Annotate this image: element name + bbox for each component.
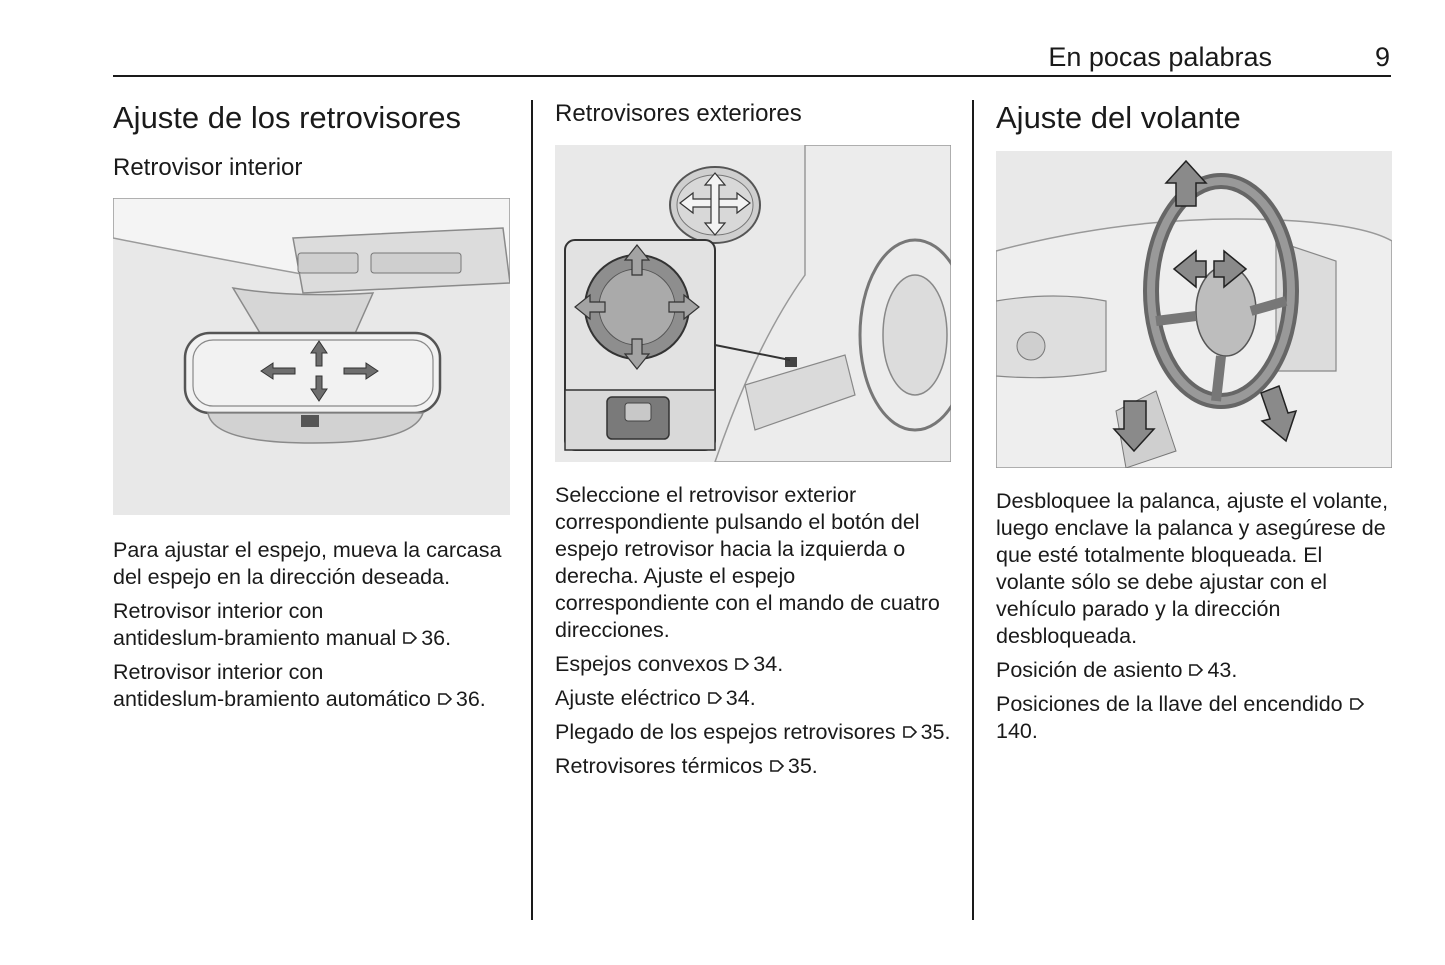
paragraph-heated-mirrors: Retrovisores térmicos 35. [555, 754, 818, 778]
cross-reference[interactable]: 35. [902, 720, 951, 744]
cross-reference[interactable]: 43. [1188, 658, 1237, 682]
column-steering-wheel [996, 96, 1394, 752]
interior-mirror-illustration [113, 198, 510, 515]
header-title: En pocas palabras [1048, 42, 1272, 72]
paragraph-select-mirror: Seleccione el retrovisor exterior correspondiente pulsando el botón del espejo retrovisor hacia la izquierda o derecha. Ajuste el espejo correspondiente con el mando de cuatro direcciones. [555, 483, 940, 642]
paragraph-unlock-lever: Desbloquee la palanca, ajuste el volante, luego enclave la palanca y asegúrese de que esté totalmente bloqueada. El volante sólo se debe ajustar con el vehículo parado y la dirección desbloqueada. [996, 489, 1389, 648]
cross-reference-icon [769, 758, 785, 774]
section-title: Ajuste de los retrovisores [113, 100, 462, 135]
cross-reference-icon [402, 630, 418, 646]
paragraph-adjust-mirror: Para ajustar el espejo, mueva la carcasa del espejo en la dirección deseada. [113, 538, 502, 589]
cross-reference[interactable]: 36. [402, 626, 451, 650]
paragraph-ignition-positions: Posiciones de la llave del encendido 140. [996, 691, 1394, 745]
cross-reference-icon [1188, 662, 1204, 678]
section-title: Ajuste del volante [996, 100, 1241, 135]
cross-reference[interactable]: 34. [707, 686, 756, 710]
cross-reference[interactable]: 36. [437, 687, 486, 711]
cross-reference-icon [1349, 696, 1365, 712]
paragraph-seat-position: Posición de asiento 43. [996, 658, 1238, 682]
section-subtitle: Retrovisor interior [113, 154, 303, 181]
column-divider-1 [531, 100, 533, 920]
paragraph-manual-dimming: Retrovisor interior con antideslum‑bramiento manual 36. [113, 599, 452, 650]
column-exterior-mirrors [555, 96, 953, 787]
column-divider-2 [972, 100, 974, 920]
cross-reference[interactable]: 35. [769, 754, 818, 778]
cross-reference[interactable]: 140. [996, 692, 1368, 743]
column-mirrors [113, 96, 511, 720]
cross-reference-icon [734, 656, 750, 672]
paragraph-folding-mirrors: Plegado de los espejos retrovisores 35. [555, 720, 951, 744]
page-number: 9 [1374, 42, 1390, 72]
cross-reference-icon [902, 724, 918, 740]
cross-reference[interactable]: 34. [734, 652, 783, 676]
paragraph-electric-adjust: Ajuste eléctrico 34. [555, 686, 756, 710]
cross-reference-icon [707, 690, 723, 706]
cross-reference-icon [437, 691, 453, 707]
steering-wheel-illustration [996, 151, 1392, 468]
section-subtitle: Retrovisores exteriores [555, 100, 802, 127]
header-rule [113, 75, 1391, 77]
exterior-mirror-illustration [555, 145, 951, 462]
paragraph-auto-dimming: Retrovisor interior con antideslum‑bramiento automático 36. [113, 660, 486, 711]
paragraph-convex-mirrors: Espejos convexos 34. [555, 652, 784, 676]
